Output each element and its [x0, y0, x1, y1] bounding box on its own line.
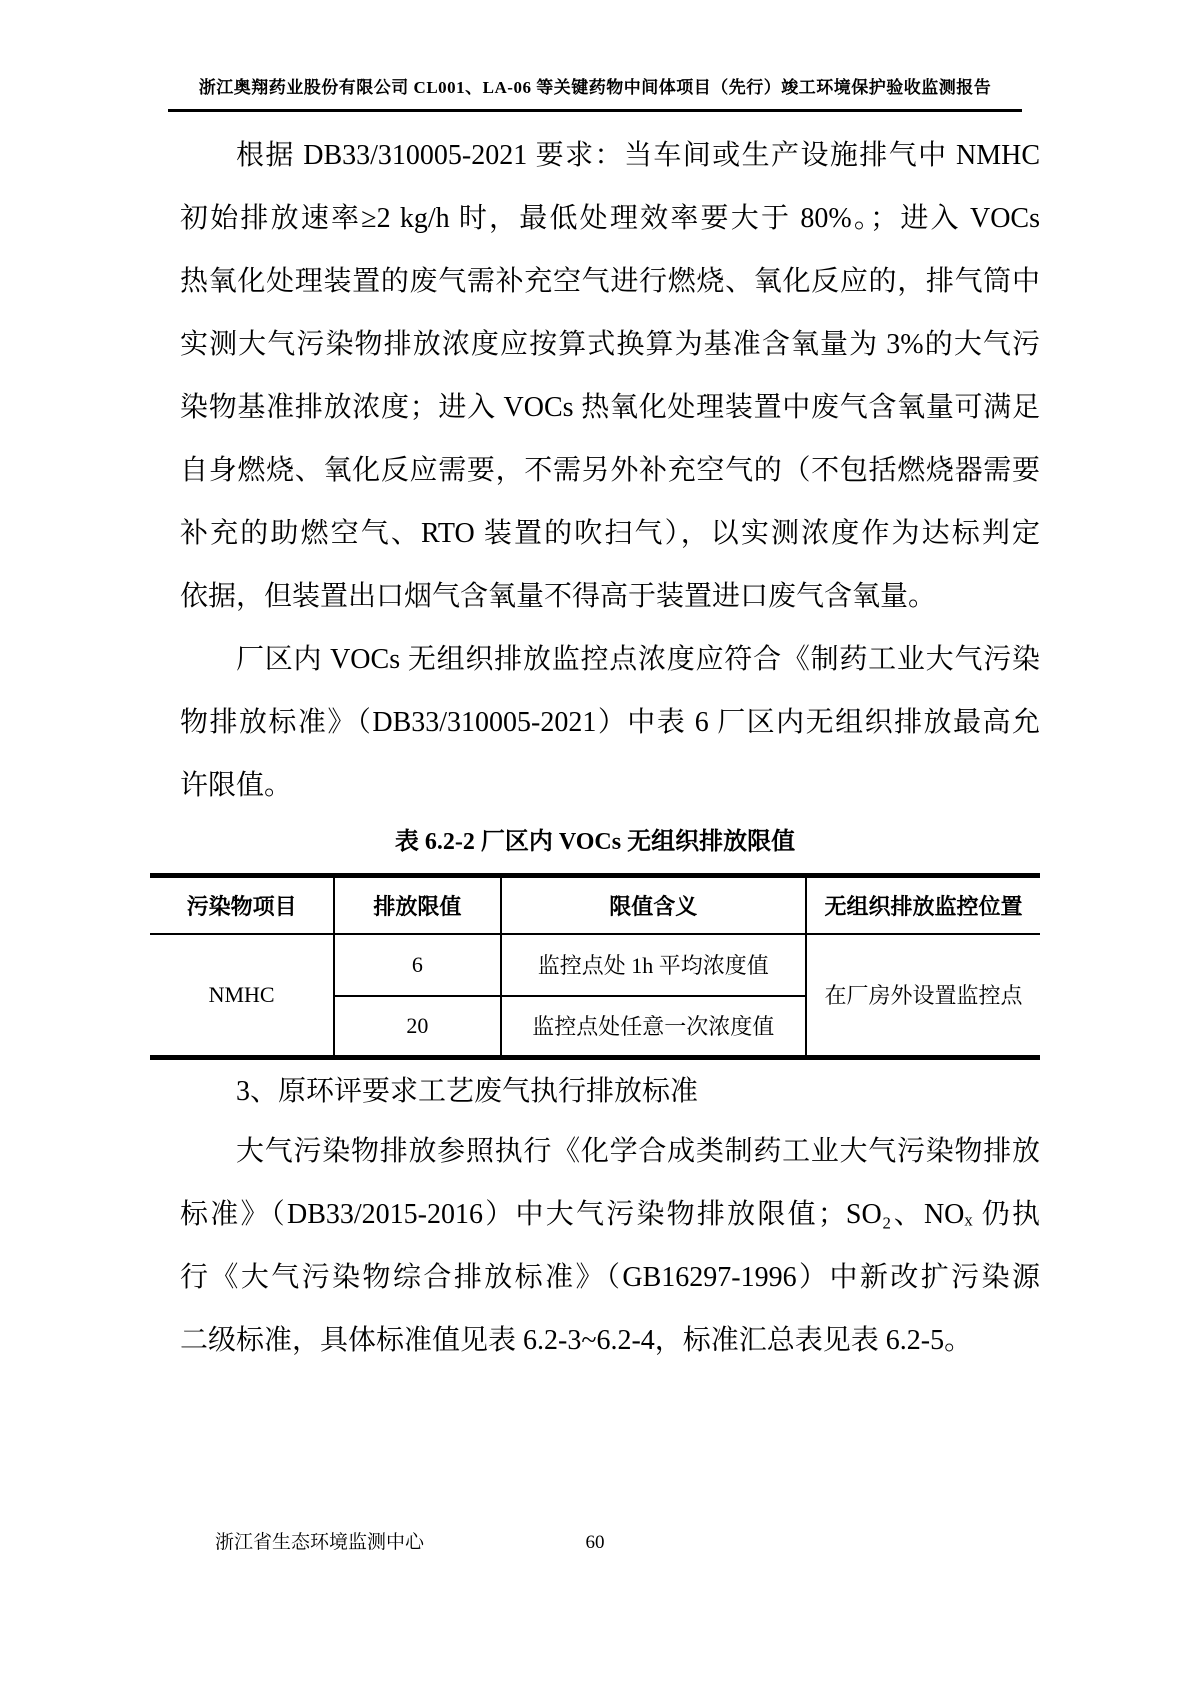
table-row [150, 934, 1040, 996]
page-number: 60 [585, 1532, 605, 1553]
text-line: 染物基准排放浓度；进入 VOCs 热氧化处理装置中废气含氧量可满足 [180, 392, 1040, 423]
text-line: 依据，但装置出口烟气含氧量不得高于装置进口废气含氧量。 [180, 581, 937, 612]
text-line: 补充的助燃空气、RTO 装置的吹扫气），以实测浓度作为达标判定 [180, 518, 1040, 549]
cell-location: 在厂房外设置监控点 [806, 934, 1040, 1058]
header-cell-limit: 排放限值 [334, 876, 500, 934]
text-line: 标准》（DB33/2015-2016）中大气污染物排放限值；SO₂、NOₓ 仍执 [180, 1199, 1040, 1230]
paragraph-2 [180, 628, 1040, 817]
voc-limits-table [150, 873, 1040, 1060]
cell-limit: 20 [334, 996, 500, 1058]
table-caption: 表 6.2-2 厂区内 VOCs 无组织排放限值 [394, 829, 796, 855]
header-cell-meaning: 限值含义 [501, 876, 806, 934]
text-line: 初始排放速率≥2 kg/h 时，最低处理效率要大于 80%。；进入 VOCs [180, 203, 1040, 234]
running-header-text: 浙江奥翔药业股份有限公司 CL001、LA-06 等关键药物中间体项目（先行）竣工环境保护验收监测报告 [198, 78, 992, 97]
text-line: 许限值。 [180, 770, 293, 801]
text-line: 二级标准，具体标准值见表 6.2-3~6.2-4，标准汇总表见表 6.2-5。 [180, 1325, 973, 1356]
text-line: 物排放标准》（DB33/310005-2021）中表 6 厂区内无组织排放最高允 [180, 707, 1040, 738]
table-header-row [150, 876, 1040, 934]
header-cell-pollutant: 污染物项目 [150, 876, 334, 934]
cell-pollutant: NMHC [208, 981, 275, 1007]
cell-limit: 6 [334, 934, 500, 996]
running-header [168, 76, 1022, 112]
section-heading: 3、原环评要求工艺废气执行排放标准 [236, 1076, 699, 1107]
text-line: 自身燃烧、氧化反应需要，不需另外补充空气的（不包括燃烧器需要 [180, 455, 1040, 486]
cell-meaning: 监控点处 1h 平均浓度值 [501, 934, 806, 996]
text-line: 厂区内 VOCs 无组织排放监控点浓度应符合《制药工业大气污染 [236, 644, 1040, 675]
text-line: 根据 DB33/310005-2021 要求：当车间或生产设施排气中 NMHC [236, 140, 1040, 171]
cell-meaning: 监控点处任意一次浓度值 [501, 996, 806, 1058]
text-line: 热氧化处理装置的废气需补充空气进行燃烧、氧化反应的，排气筒中 [180, 266, 1040, 297]
text-line: 行《大气污染物综合排放标准》（GB16297-1996）中新改扩污染源 [180, 1262, 1040, 1293]
paragraph-1 [180, 124, 1040, 628]
footer-organization: 浙江省生态环境监测中心 [215, 1532, 425, 1553]
paragraph-3 [180, 1120, 1040, 1372]
text-line: 大气污染物排放参照执行《化学合成类制药工业大气污染物排放 [236, 1136, 1040, 1167]
header-cell-location: 无组织排放监控位置 [806, 876, 1040, 934]
text-line: 实测大气污染物排放浓度应按算式换算为基准含氧量为 3%的大气污 [180, 329, 1040, 360]
page-content [150, 124, 1040, 1372]
